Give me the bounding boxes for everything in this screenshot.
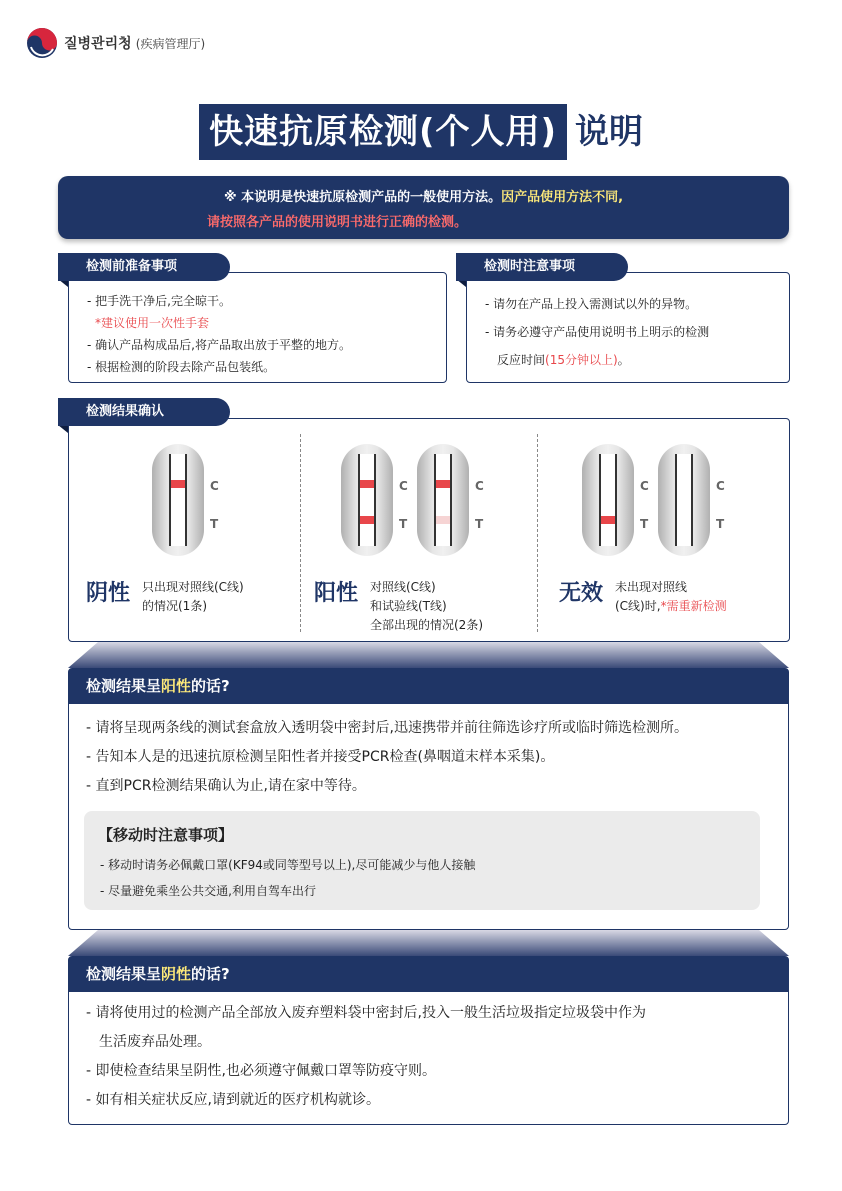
move-caution-item: - 移动时请务必佩戴口罩(KF94或同等型号以上),尽可能减少与他人接触 xyxy=(100,858,476,872)
tab-fold xyxy=(58,425,68,433)
prep-item: - 把手洗干净后,完全晾干。 xyxy=(87,294,231,308)
results-divider xyxy=(300,434,301,632)
label-c: C xyxy=(640,479,649,493)
positive-desc: 和试验线(T线) xyxy=(370,599,447,613)
negative-item: - 如有相关症状反应,请到就近的医疗机构就诊。 xyxy=(86,1092,380,1108)
taegeuk-logo-icon xyxy=(26,27,58,59)
prep-note: *建议使用一次性手套 xyxy=(95,316,210,330)
move-caution-title: 【移动时注意事项】 xyxy=(98,826,234,844)
negative-section-title: 检测结果呈阴性的话? xyxy=(68,956,789,992)
label-t: T xyxy=(475,517,484,531)
label-c: C xyxy=(475,479,484,493)
test-line xyxy=(360,516,374,524)
caution-item: - 请务必遵守产品使用说明书上明示的检测 xyxy=(485,325,710,339)
move-caution-panel xyxy=(84,811,760,910)
results-divider xyxy=(537,434,538,632)
negative-desc: 的情况(1条) xyxy=(142,599,207,613)
control-line xyxy=(436,480,450,488)
positive-item: - 直到PCR检测结果确认为止,请在家中等待。 xyxy=(86,778,366,794)
control-line xyxy=(360,480,374,488)
negative-item: - 即使检查结果呈阴性,也必须遵守佩戴口罩等防疫守则。 xyxy=(86,1063,436,1079)
positive-item: - 告知本人是的迅速抗原检测呈阳性者并接受PCR检查(鼻咽道末样本采集)。 xyxy=(86,749,555,765)
test-kit-invalid-blank xyxy=(658,444,710,556)
caution-item3-time: (15分钟以上) xyxy=(545,353,618,367)
negative-item: 生活废弃品处理。 xyxy=(99,1034,211,1050)
notice-banner xyxy=(58,176,789,239)
positive-desc: 对照线(C线) xyxy=(370,580,436,594)
caution-box xyxy=(466,272,790,383)
negative-label: 阴性 xyxy=(86,581,131,606)
prep-tab: 检测前准备事项 xyxy=(58,253,230,281)
page-title xyxy=(0,104,842,160)
test-kit-invalid xyxy=(582,444,634,556)
test-kit-positive-faint xyxy=(417,444,469,556)
label-t: T xyxy=(640,517,649,531)
invalid-desc: 未出现对照线 xyxy=(615,580,688,594)
caution-tab: 检测时注意事项 xyxy=(456,253,628,281)
notice-line2: 请按照各产品的使用说明书进行正确的检测。 xyxy=(207,215,468,230)
positive-desc: 全部出现的情况(2条) xyxy=(370,618,483,632)
notice-line1-highlight: 因产品使用方法不同, xyxy=(501,190,624,205)
label-c: C xyxy=(399,479,408,493)
test-kit-negative xyxy=(152,444,204,556)
move-caution-item: - 尽量避免乘坐公共交通,利用自驾车出行 xyxy=(100,884,316,898)
caution-item3-suffix: 。 xyxy=(617,353,630,367)
label-t: T xyxy=(716,517,725,531)
invalid-desc: (C线)时, xyxy=(615,599,661,613)
positive-label: 阳性 xyxy=(314,581,359,606)
label-t: T xyxy=(210,517,219,531)
label-t: T xyxy=(399,517,408,531)
test-line xyxy=(601,516,615,524)
section-connector xyxy=(68,642,789,668)
prep-item: - 根据检测的阶段去除产品包装纸。 xyxy=(87,360,276,374)
agency-logo xyxy=(26,27,205,59)
title-boxed: 快速抗原检测(个人用) xyxy=(199,104,567,160)
negative-item: - 请将使用过的检测产品全部放入废弃塑料袋中密封后,投入一般生活垃圾指定垃圾袋中作为 xyxy=(86,1005,646,1021)
notice-line1: ※ 本说明是快速抗原检测产品的一般使用方法。 xyxy=(223,190,502,205)
agency-name-chinese: (疾病管理厅) xyxy=(135,37,206,51)
prep-box xyxy=(68,272,447,383)
positive-item: - 请将呈现两条线的测试套盒放入透明袋中密封后,迅速携带并前往筛选诊疗所或临时筛选检测所。 xyxy=(86,720,688,736)
results-tab: 检测结果确认 xyxy=(58,398,230,426)
test-kit-positive xyxy=(341,444,393,556)
test-line-faint xyxy=(436,516,450,524)
negative-desc: 只出现对照线(C线) xyxy=(142,580,244,594)
invalid-retest-note: *需重新检测 xyxy=(660,599,727,613)
control-line xyxy=(171,480,185,488)
label-c: C xyxy=(210,479,219,493)
label-c: C xyxy=(716,479,725,493)
positive-section-title: 检测结果呈阳性的话? xyxy=(68,668,789,704)
agency-name-korean: 질병관리청 xyxy=(64,36,132,52)
invalid-label: 无效 xyxy=(559,581,604,606)
section-connector xyxy=(68,930,789,956)
caution-item: - 请勿在产品上投入需测试以外的异物。 xyxy=(485,297,698,311)
prep-item: - 确认产品构成品后,将产品取出放于平整的地方。 xyxy=(87,338,351,352)
title-tail: 说明 xyxy=(575,112,644,152)
caution-item3-prefix: 反应时间 xyxy=(497,353,546,367)
